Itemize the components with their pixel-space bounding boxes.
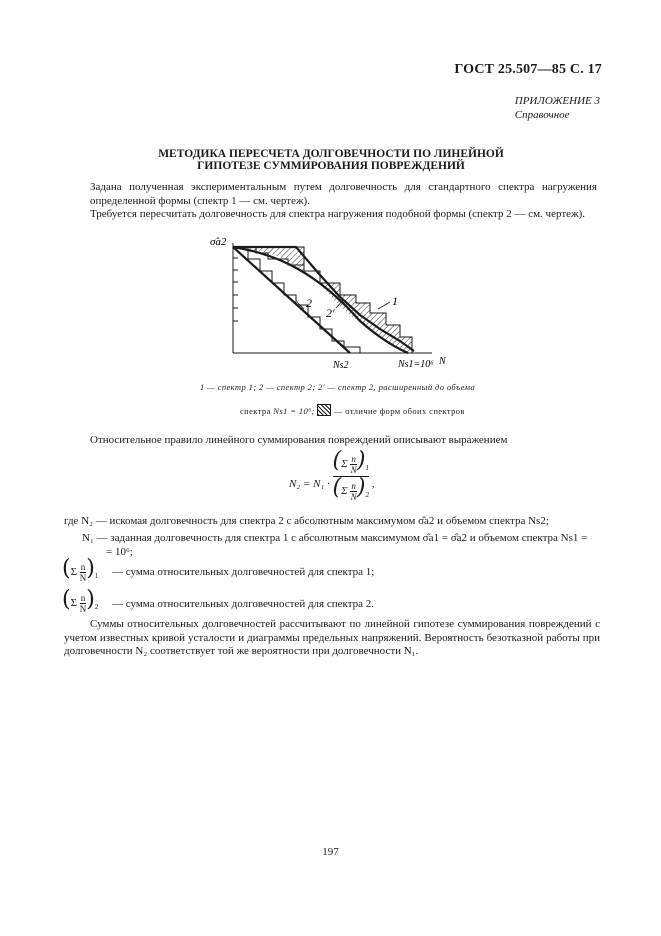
section-title xyxy=(90,148,572,172)
caption-ns1: Ns1 = 10⁶; xyxy=(273,406,315,416)
ns2-label: Ns2 xyxy=(333,360,349,371)
formula-fraction xyxy=(333,450,369,502)
figure-caption-line-2 xyxy=(240,404,500,416)
y-axis-label: σ̂a2 xyxy=(210,236,227,248)
title-line-2: ГИПОТЕЗЕ СУММИРОВАНИЯ ПОВРЕЖДЕНИЙ xyxy=(197,160,465,172)
sum-2-expression: (Σ $\frac{n}{N}$ )$_2$ xyxy=(62,587,99,614)
figure-caption-line-1: 1 — спектр 1; 2 — спектр 2; 2′ — спектр 2, расширенный до объема xyxy=(200,382,476,392)
definition-sum-2: — сумма относительных долговечностей для спектра 2. xyxy=(112,598,375,610)
document-header: ГОСТ 25.507—85 С. 17 xyxy=(454,62,602,77)
appendix-label xyxy=(515,94,600,122)
caption-suffix: — отличие форм обоих спектров xyxy=(333,406,465,416)
curve-label-2-prime: 2' xyxy=(326,306,335,320)
definition-n1-cont: = 10⁶; xyxy=(106,546,133,558)
page-number: 197 xyxy=(322,846,339,858)
intro-paragraph-2: Требуется пересчитать долговечность для спектра нагружения подобной формы (спектр 2 — см. чертеж). xyxy=(90,208,586,220)
formula-denominator: (Σ $\frac{n}{N}$ )$_2$ xyxy=(332,474,369,502)
curve-label-2: 2 xyxy=(306,296,312,310)
curve-2-prime xyxy=(233,247,408,353)
curve-label-1: 1 xyxy=(392,294,398,308)
intro-paragraph-1: Задана полученная экспериментальным путем долговечность для стандартного спектра нагружения определенной формы (спектр 1 — см. чертеж). xyxy=(90,181,597,207)
definition-n1: N₁ — заданная долговечность для спектра 1 с абсолютным максимумом σ̂a1 = σ̂a2 и объемом спектра Ns1 = xyxy=(82,532,588,544)
x-axis-label: N xyxy=(439,356,446,367)
formula-numerator: (Σ $\frac{n}{N}$ )$_1$ xyxy=(332,448,369,475)
ns1-label: Ns1=10⁶ xyxy=(398,359,434,370)
title-line-1: МЕТОДИКА ПЕРЕСЧЕТА ДОЛГОВЕЧНОСТИ ПО ЛИНЕЙНОЙ xyxy=(158,148,504,160)
formula-lhs: N₂ = N₁ · xyxy=(289,477,330,490)
n-over-N-1: $\frac{n}{N}$ xyxy=(350,453,357,475)
hatch-swatch-icon xyxy=(317,404,331,416)
closing-paragraph: Суммы относительных долговечностей рассчитывают по линейной гипотезе суммирования повреждений с учетом известных кривой усталости и диаграммы предельных напряжений. Вероятность безотказной работы при долговечности N₂ соответствует той же вероятности при долговечности N₁. xyxy=(64,618,600,657)
sigma-symbol: Σ xyxy=(341,458,348,470)
n-over-N-2: $\frac{n}{N}$ xyxy=(350,480,357,502)
rule-paragraph: Относительное правило линейного суммирования повреждений описывают выражением xyxy=(90,434,508,446)
caption-prefix: спектра xyxy=(240,406,271,416)
appendix-type: Справочное xyxy=(514,109,570,121)
definition-n2: где N₂ — искомая долговечность для спектра 2 с абсолютным максимумом σ̂a2 и объемом спектра Ns2; xyxy=(64,515,549,527)
formula: N₂ = N₁ · (Σ $\frac{n}{N}$ )$_1$ (Σ $\frac{n}{N}$ )$_2$ , xyxy=(289,448,375,502)
sum-1-expression: (Σ $\frac{n}{N}$ )$_1$ xyxy=(62,556,99,583)
appendix-number: ПРИЛОЖЕНИЕ 3 xyxy=(514,95,600,107)
spectrum-figure xyxy=(200,225,460,375)
definition-sum-1: — сумма относительных долговечностей для спектра 1; xyxy=(112,566,375,578)
